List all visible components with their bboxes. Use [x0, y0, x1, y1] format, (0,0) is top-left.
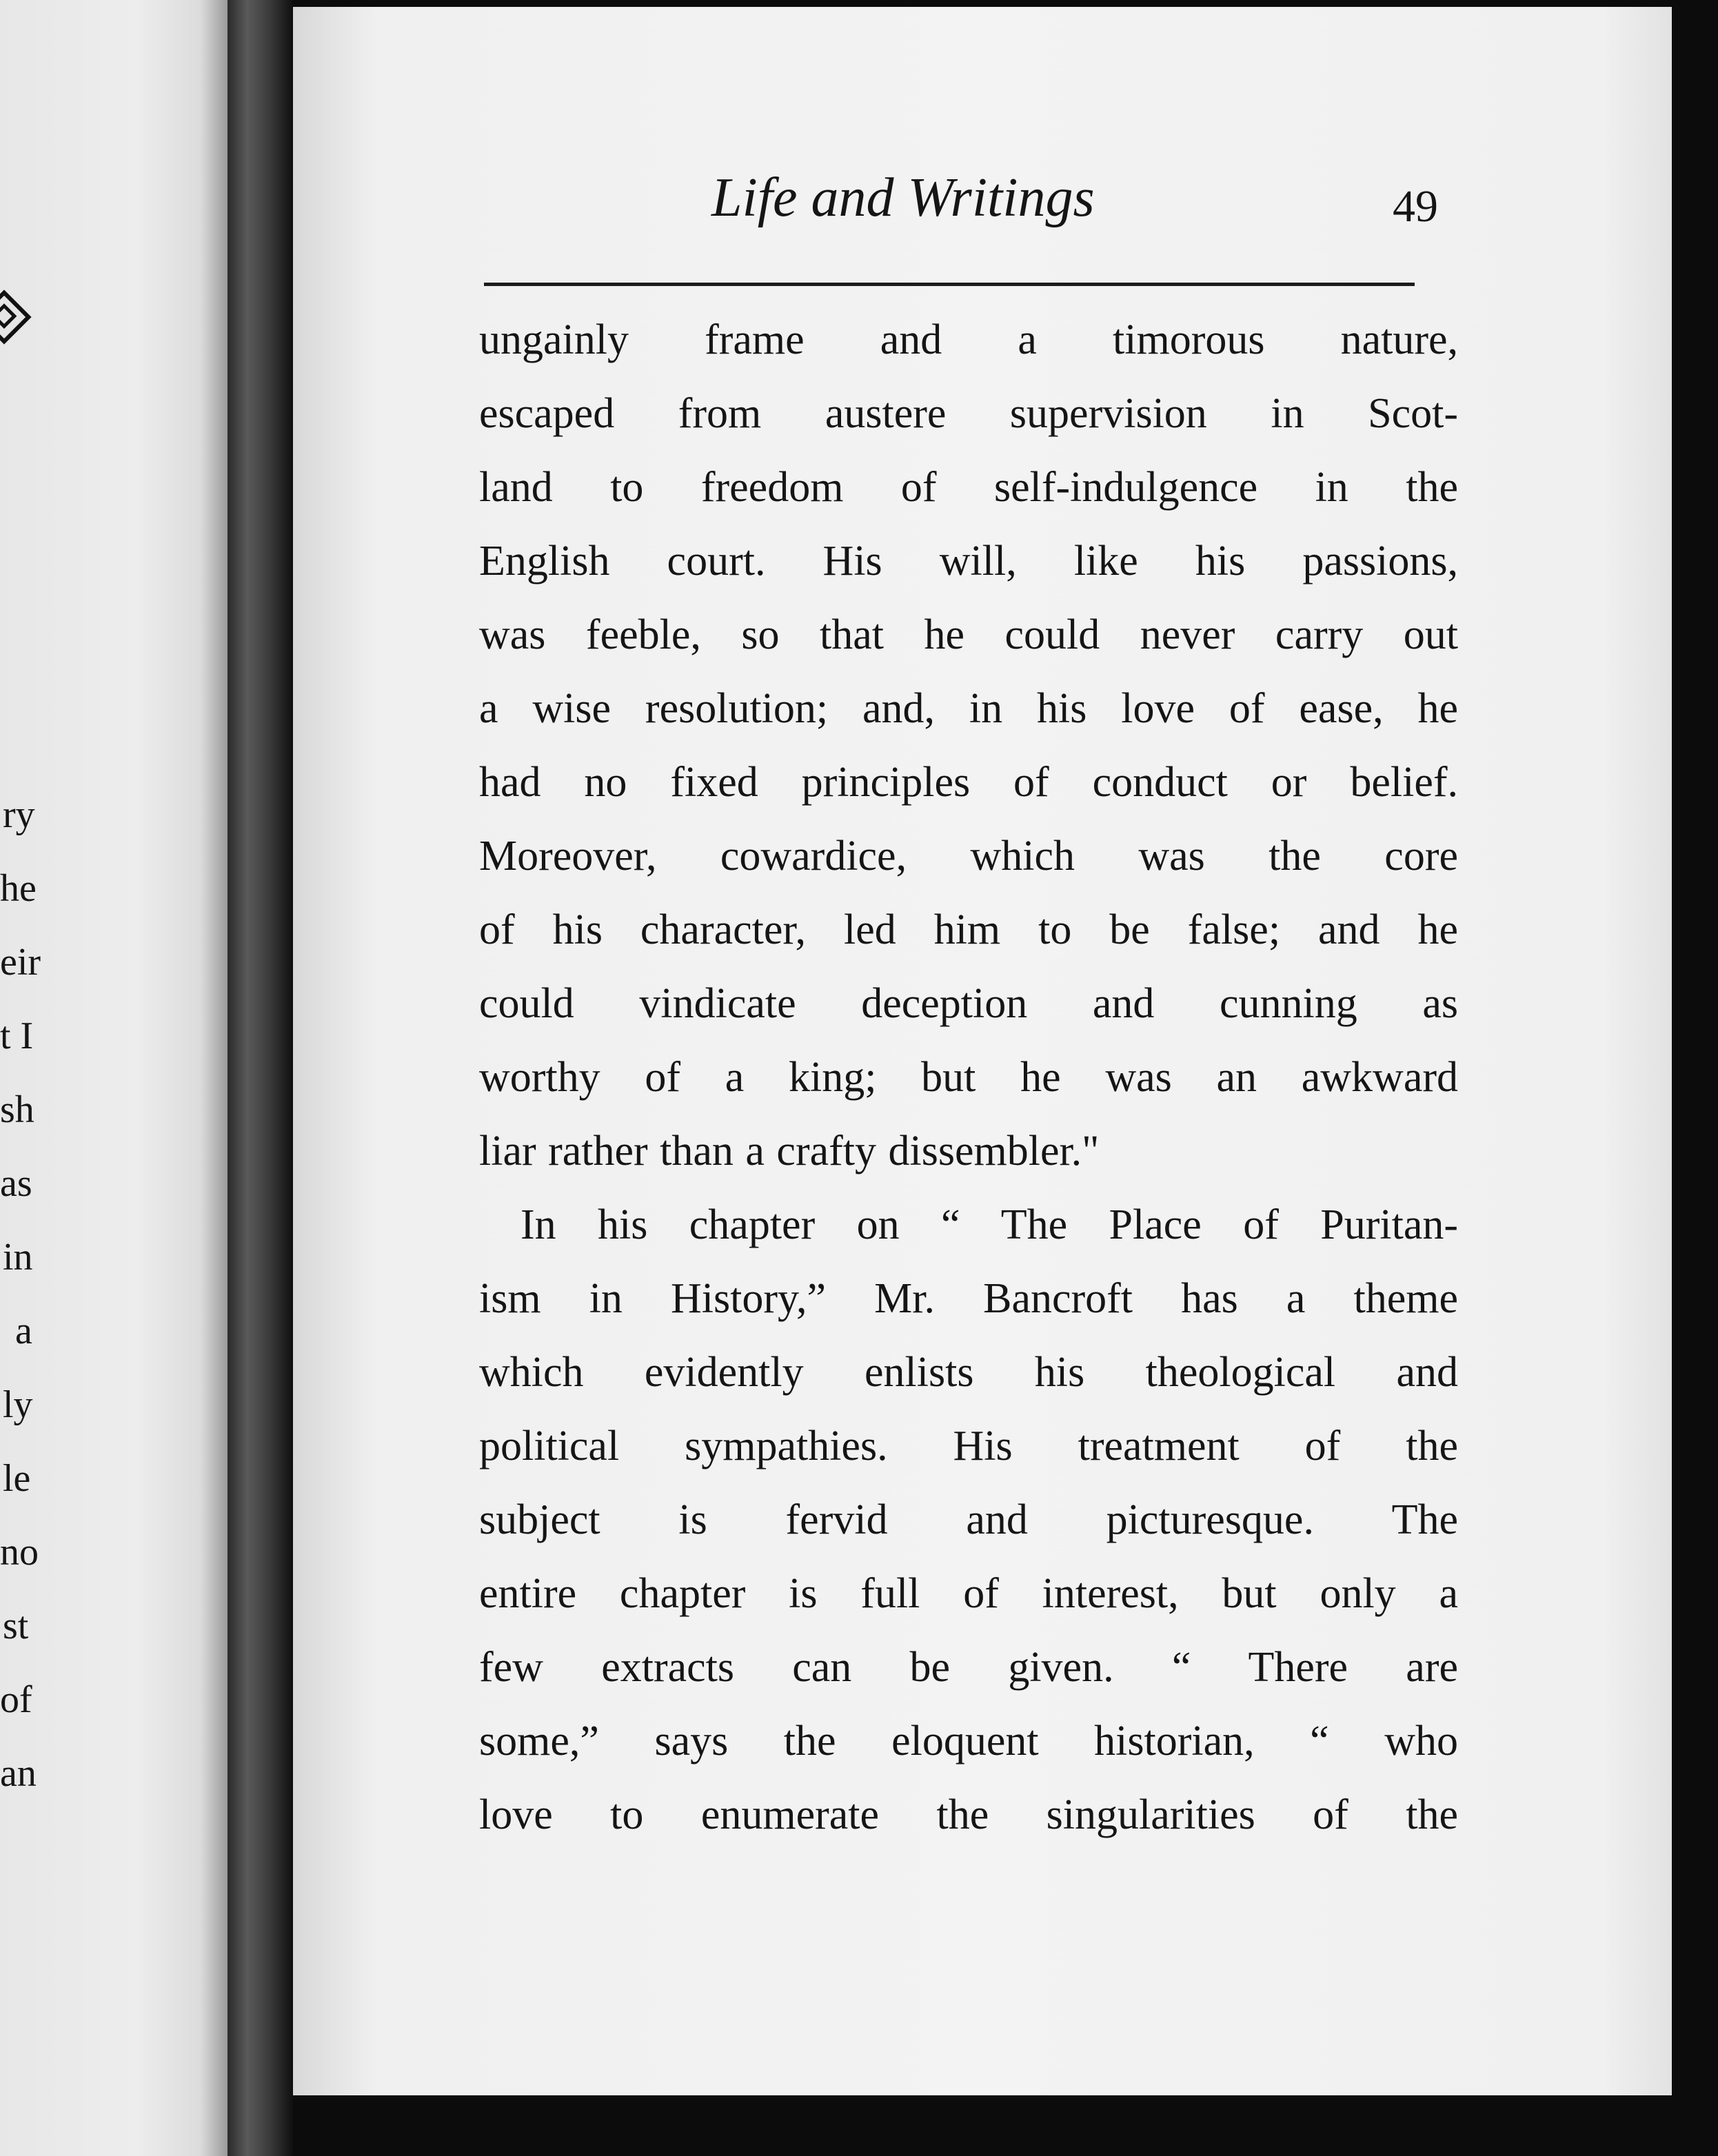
text-line: subject is fervid and picturesque. The — [479, 1496, 1458, 1543]
running-title: Life and Writings — [711, 167, 1095, 228]
page-number: 49 — [1393, 181, 1438, 232]
paragraph-1 — [479, 303, 1458, 1188]
previous-page-edge — [0, 0, 228, 2156]
text-line: land to freedom of self-indulgence in the — [479, 464, 1458, 511]
text-line: liar rather than a crafty dissembler." — [479, 1128, 1100, 1174]
text-line: few extracts can be given. “ There are — [479, 1644, 1458, 1691]
text-line: ism in History,” Mr. Bancroft has a theme — [479, 1275, 1458, 1322]
text-line: political sympathies. His treatment of the — [479, 1423, 1458, 1469]
text-line: could vindicate deception and cunning as — [479, 980, 1458, 1027]
text-line: which evidently enlists his theological and — [479, 1349, 1458, 1396]
fragment-line: no — [0, 1531, 39, 1574]
fragment-line: as — [0, 1162, 32, 1205]
ornament-icon — [0, 289, 32, 344]
text-line: a wise resolution; and, in his love of ease, he — [479, 685, 1458, 732]
fragment-line: sh — [0, 1088, 34, 1131]
page-body — [479, 303, 1458, 1852]
paragraph-2 — [479, 1188, 1458, 1852]
text-line: escaped from austere supervision in Scot- — [479, 390, 1458, 437]
text-line: ungainly frame and a timorous nature, — [479, 316, 1458, 363]
text-line: worthy of a king; but he was an awkward — [479, 1054, 1458, 1101]
book-gutter — [228, 0, 293, 2156]
text-line: of his character, led him to be false; and he — [479, 906, 1458, 953]
text-line: entire chapter is full of interest, but only a — [479, 1570, 1458, 1617]
fragment-line: he — [0, 867, 37, 910]
fragment-line: st — [3, 1605, 29, 1647]
fragment-line: of — [0, 1678, 32, 1721]
fragment-line: ry — [3, 793, 35, 836]
text-line: had no fixed principles of conduct or belief. — [479, 759, 1458, 806]
running-head — [415, 167, 1463, 243]
fragment-line: le — [3, 1457, 31, 1500]
fragment-line: ly — [3, 1383, 33, 1426]
fragment-line: a — [15, 1310, 32, 1352]
fragment-line: eir — [0, 941, 41, 984]
fragment-line: t I — [0, 1015, 34, 1057]
text-line: was feeble, so that he could never carry out — [479, 611, 1458, 658]
fragment-line: in — [3, 1236, 33, 1279]
text-line: some,” says the eloquent historian, “ who — [479, 1718, 1458, 1765]
text-line: Moreover, cowardice, which was the core — [479, 833, 1458, 879]
fragment-line: an — [0, 1752, 37, 1795]
text-line: In his chapter on “ The Place of Puritan- — [521, 1201, 1458, 1248]
text-line: English court. His will, like his passions, — [479, 538, 1458, 584]
header-rule — [484, 283, 1415, 286]
text-line: love to enumerate the singularities of the — [479, 1791, 1458, 1838]
